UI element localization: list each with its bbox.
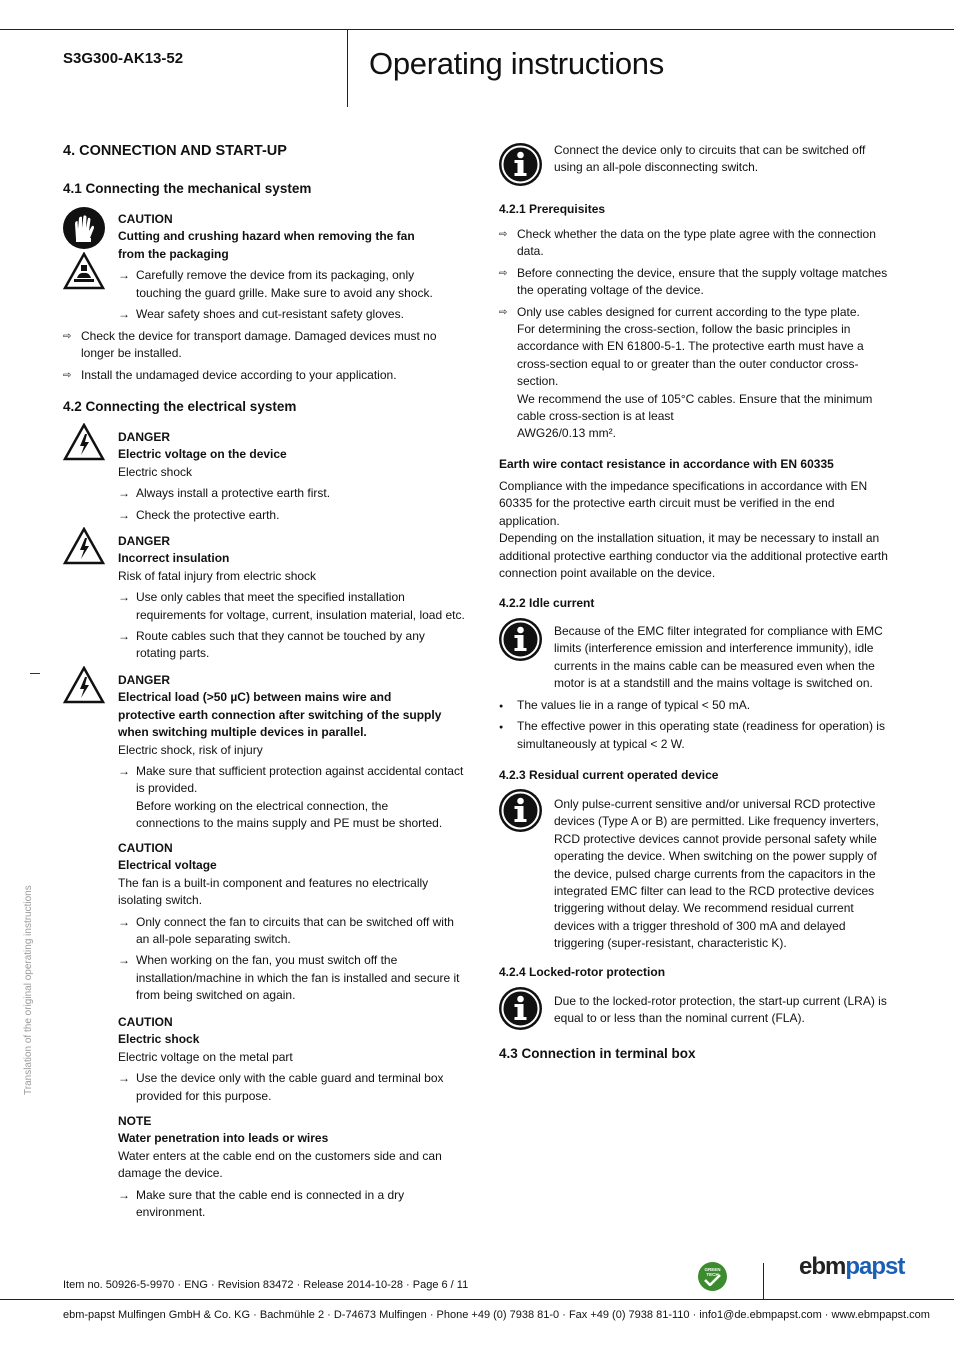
action-text: Check the protective earth. (136, 507, 280, 522)
info-rcd (554, 796, 889, 953)
danger-label: DANGER (118, 673, 171, 687)
electric-hazard-icon (63, 527, 105, 565)
idle-current-bullets (499, 697, 894, 753)
action-text: Before working on the electrical connection, the (136, 798, 389, 813)
caution-title: Electrical voltage (118, 858, 217, 873)
subsection-4-2-1: 4.2.1 Prerequisites (499, 202, 606, 216)
caution-electric-shock (118, 1014, 468, 1105)
arrow-icon: → (118, 590, 130, 605)
gloves-icon (63, 207, 105, 249)
info-disconnect (554, 142, 884, 177)
check-arrow-icon: ⇨ (63, 331, 72, 342)
footer-rule (0, 1299, 954, 1300)
paragraph-line: application. (499, 513, 560, 528)
info-icon (499, 143, 542, 186)
header-divider (347, 29, 348, 107)
danger-consequence: Electric shock (118, 464, 193, 479)
electric-hazard-icon (63, 666, 105, 704)
subsection-4-2-4: 4.2.4 Locked-rotor protection (499, 965, 666, 979)
action-text: connections to the mains supply and PE must be shorted. (136, 816, 443, 831)
bullet-icon: ● (499, 703, 504, 710)
danger-voltage (118, 429, 463, 524)
action-text: Always install a protective earth first. (136, 486, 331, 501)
action-item (118, 628, 468, 663)
info-text: operating the device. When switching on the power supply of (554, 849, 877, 864)
info-icon (499, 987, 542, 1030)
subsection-4-2: 4.2 Connecting the electrical system (63, 399, 297, 414)
ebmpapst-logo (799, 1253, 905, 1280)
info-text: currents in the mains cable can be measured even when the (554, 658, 875, 673)
paragraph-line: connection point available on the device. (499, 566, 716, 581)
action-item (118, 485, 463, 502)
caution-electrical-voltage (118, 840, 468, 1005)
info-locked-rotor (554, 993, 889, 1028)
footer-divider (763, 1263, 764, 1299)
info-text: triggering (super-resistant, characteristic K). (554, 936, 787, 951)
info-text: Only pulse-current sensitive and/or universal RCD protective (554, 797, 876, 811)
check-text: Check whether the data on the type plate agree with the connection (517, 227, 876, 241)
crush-hazard-icon (63, 252, 105, 290)
note-label: NOTE (118, 1114, 152, 1128)
info-text: Because of the EMC filter integrated for compliance with EMC (554, 624, 883, 638)
caution-label: CAUTION (118, 841, 173, 855)
check-text: We recommend the use of 105°C cables. Ensure that the minimum (517, 391, 873, 406)
check-text: cable cross-section is at least (517, 409, 674, 424)
bullet-text: The values lie in a range of typical < 50 mA. (517, 698, 751, 712)
action-text: Route cables such that they cannot be touched by any (136, 629, 425, 644)
action-item (118, 914, 468, 949)
action-text: Carefully remove the device from its packaging, only (136, 268, 415, 283)
check-item (499, 226, 889, 261)
sidebar-translation-note: Translation of the original operating instructions (23, 885, 34, 1095)
logo-part: ebm (799, 1253, 846, 1280)
check-text: Install the undamaged device according to your application. (81, 367, 397, 382)
arrow-icon: → (118, 914, 130, 929)
check-text: Only use cables designed for current according to the type plate. (517, 304, 860, 319)
info-text: triggering without delay. We recommend residual current (554, 901, 854, 916)
bullet-item (499, 697, 894, 714)
green-tech-badge (698, 1262, 727, 1291)
check-item (499, 265, 889, 300)
action-item (118, 1070, 468, 1105)
info-icon (499, 789, 542, 832)
margin-mark (30, 673, 40, 674)
subsection-4-3: 4.3 Connection in terminal box (499, 1046, 696, 1061)
caution-title: Cutting and crushing hazard when removing the fan (118, 229, 415, 244)
arrow-icon: → (118, 268, 130, 283)
action-item (118, 306, 458, 323)
company-info: ebm-papst Mulfingen GmbH & Co. KG · Bachmühle 2 · D-74673 Mulfingen · Phone +49 (0) 7938 81-0 · Fax +49 (0) 7938 81-110 · info1@de.ebmpapst.com · www.ebmpapst.com (63, 1309, 930, 1321)
header-top-rule (0, 29, 954, 30)
section-title: 4. CONNECTION AND START-UP (63, 143, 287, 159)
subsection-4-1: 4.1 Connecting the mechanical system (63, 181, 312, 196)
arrow-icon: → (118, 1071, 130, 1086)
arrow-icon: → (118, 486, 130, 501)
paragraph-line: Depending on the installation situation, it may be necessary to install an (499, 531, 880, 546)
note-desc: damage the device. (118, 1166, 223, 1181)
check-arrow-icon: ⇨ (499, 267, 508, 279)
electric-hazard-icon (63, 423, 105, 461)
action-text: Wear safety shoes and cut-resistant safety gloves. (136, 307, 404, 322)
bullet-icon: ● (499, 724, 504, 732)
subsection-4-2-3: 4.2.3 Residual current operated device (499, 768, 719, 782)
note-desc: Water enters at the cable end on the customers side and can (118, 1148, 442, 1163)
action-text: Use only cables that meet the specified installation (136, 590, 405, 605)
check-text: cross-section equal to or greater than the outer conductor cross- (517, 356, 859, 371)
info-text: devices (Type A or B) are permitted. Like frequency inverters, (554, 814, 879, 829)
earth-resistance-text (499, 478, 894, 582)
arrow-icon: → (118, 953, 130, 968)
caution-cutting (118, 211, 458, 323)
info-text: equal to or less than the nominal current (FLA). (554, 1011, 805, 1026)
action-item (118, 763, 468, 833)
action-text: Make sure that the cable end is connected in a dry (136, 1187, 405, 1202)
danger-label: DANGER (118, 534, 171, 548)
caution-desc: The fan is a built-in component and features no electrically (118, 875, 429, 890)
earth-resistance-title: Earth wire contact resistance in accordance with EN 60335 (499, 457, 834, 471)
bullet-text: The effective power in this operating state (readiness for operation) is (517, 719, 885, 734)
check-text: longer be installed. (81, 346, 182, 361)
action-item (118, 267, 458, 302)
paragraph-line: 60335 for the protective earth circuit must be verified in the end (499, 496, 835, 511)
action-item (118, 1187, 468, 1222)
note-water (118, 1113, 468, 1221)
caution-desc: isolating switch. (118, 893, 203, 908)
subsection-4-2-2: 4.2.2 Idle current (499, 596, 595, 610)
check-text: section. (517, 374, 559, 389)
info-text: RCD protective devices cannot provide personal safety while (554, 831, 877, 846)
action-text: environment. (136, 1205, 206, 1220)
action-text: an all-pole separating switch. (136, 932, 291, 947)
danger-consequence: Risk of fatal injury from electric shock (118, 568, 317, 583)
info-text: Connect the device only to circuits that can be switched off (554, 143, 866, 157)
info-idle-current (554, 623, 889, 693)
action-text: When working on the fan, you must switch off the (136, 953, 398, 968)
check-item (63, 328, 463, 363)
caution-label: CAUTION (118, 1015, 173, 1029)
danger-insulation (118, 533, 468, 663)
info-text: integrated EMC filter can lead to the RCD protective devices (554, 884, 875, 899)
checkmark-icon (704, 1274, 721, 1286)
action-item (118, 589, 468, 624)
check-text: Before connecting the device, ensure that the supply voltage matches (517, 265, 888, 280)
action-item (118, 952, 468, 1004)
caution-label: CAUTION (118, 212, 173, 226)
info-text: using an all-pole disconnecting switch. (554, 160, 759, 175)
danger-title: Electrical load (>50 µC) between mains wire and (118, 690, 392, 705)
check-text: Check the device for transport damage. Damaged devices must no (81, 329, 437, 343)
page-title: Operating instructions (369, 46, 664, 81)
check-text: the operating voltage of the device. (517, 283, 704, 298)
danger-electrical-load (118, 672, 468, 833)
transport-checks (63, 328, 463, 384)
logo-part: papst (845, 1253, 905, 1280)
action-text: provided for this purpose. (136, 1088, 272, 1103)
model-number: S3G300-AK13-52 (63, 50, 184, 67)
bullet-text: simultaneously at typical < 2 W. (517, 736, 685, 751)
bullet-item (499, 718, 894, 753)
info-text: the device, pulsed charge currents from the capacitors in the (554, 866, 876, 881)
danger-title: Electric voltage on the device (118, 447, 287, 462)
info-text: devices with a trigger threshold of 300 mA and delayed (554, 918, 846, 933)
action-text: touching the guard grille. Make sure to avoid any shock. (136, 285, 433, 300)
check-arrow-icon: ⇨ (499, 306, 508, 318)
caution-desc: Electric voltage on the metal part (118, 1049, 293, 1064)
check-arrow-icon: ⇨ (499, 229, 508, 240)
paragraph-line: additional protective earthing conductor via the additional protective earth (499, 548, 888, 563)
action-text: rotating parts. (136, 646, 210, 661)
prerequisites-list (499, 226, 889, 443)
caution-title: Electric shock (118, 1032, 200, 1047)
caution-title: from the packaging (118, 246, 229, 261)
check-text: AWG26/0.13 mm². (517, 426, 616, 441)
action-item (118, 507, 463, 524)
arrow-icon: → (118, 764, 130, 779)
action-text: Only connect the fan to circuits that can be switched off with (136, 914, 454, 929)
check-item (499, 304, 889, 443)
action-text: requirements for voltage, current, insulation material, load etc. (136, 607, 465, 622)
danger-title: Incorrect insulation (118, 551, 230, 566)
note-title: Water penetration into leads or wires (118, 1131, 329, 1146)
badge-text: GREEN TECH (704, 1267, 721, 1277)
info-text: motor is at a standstill and the mains voltage is switched on. (554, 676, 873, 691)
check-item (63, 367, 463, 384)
info-icon (499, 618, 542, 661)
arrow-icon: → (118, 307, 130, 322)
action-text: Make sure that sufficient protection against accidental contact (136, 764, 464, 779)
info-text: Due to the locked-rotor protection, the start-up current (LRA) is (554, 994, 887, 1008)
action-text: installation/machine in which the fan is installed and secure it (136, 970, 460, 985)
check-text: accordance with EN 61800-5-1. The protective earth must have a (517, 339, 864, 354)
action-text: is provided. (136, 781, 198, 796)
danger-title: protective earth connection after switching of the supply (118, 707, 442, 722)
info-text: limits (interference emission and interference immunity), idle (554, 641, 874, 656)
arrow-icon: → (118, 1187, 130, 1202)
arrow-icon: → (118, 507, 130, 522)
check-arrow-icon: ⇨ (63, 369, 72, 381)
danger-label: DANGER (118, 430, 171, 444)
check-text: For determining the cross-section, follow the basic principles in (517, 322, 851, 337)
check-text: data. (517, 244, 544, 259)
item-number: Item no. 50926-5-9970 · ENG · Revision 83472 · Release 2014-10-28 · Page 6 / 11 (63, 1279, 469, 1291)
paragraph-line: Compliance with the impedance specifications in accordance with EN (499, 479, 868, 493)
action-text: Use the device only with the cable guard and terminal box (136, 1071, 444, 1086)
danger-title: when switching multiple devices in parallel. (118, 725, 367, 740)
action-text: from being switched on again. (136, 988, 296, 1003)
danger-consequence: Electric shock, risk of injury (118, 742, 263, 757)
arrow-icon: → (118, 629, 130, 644)
